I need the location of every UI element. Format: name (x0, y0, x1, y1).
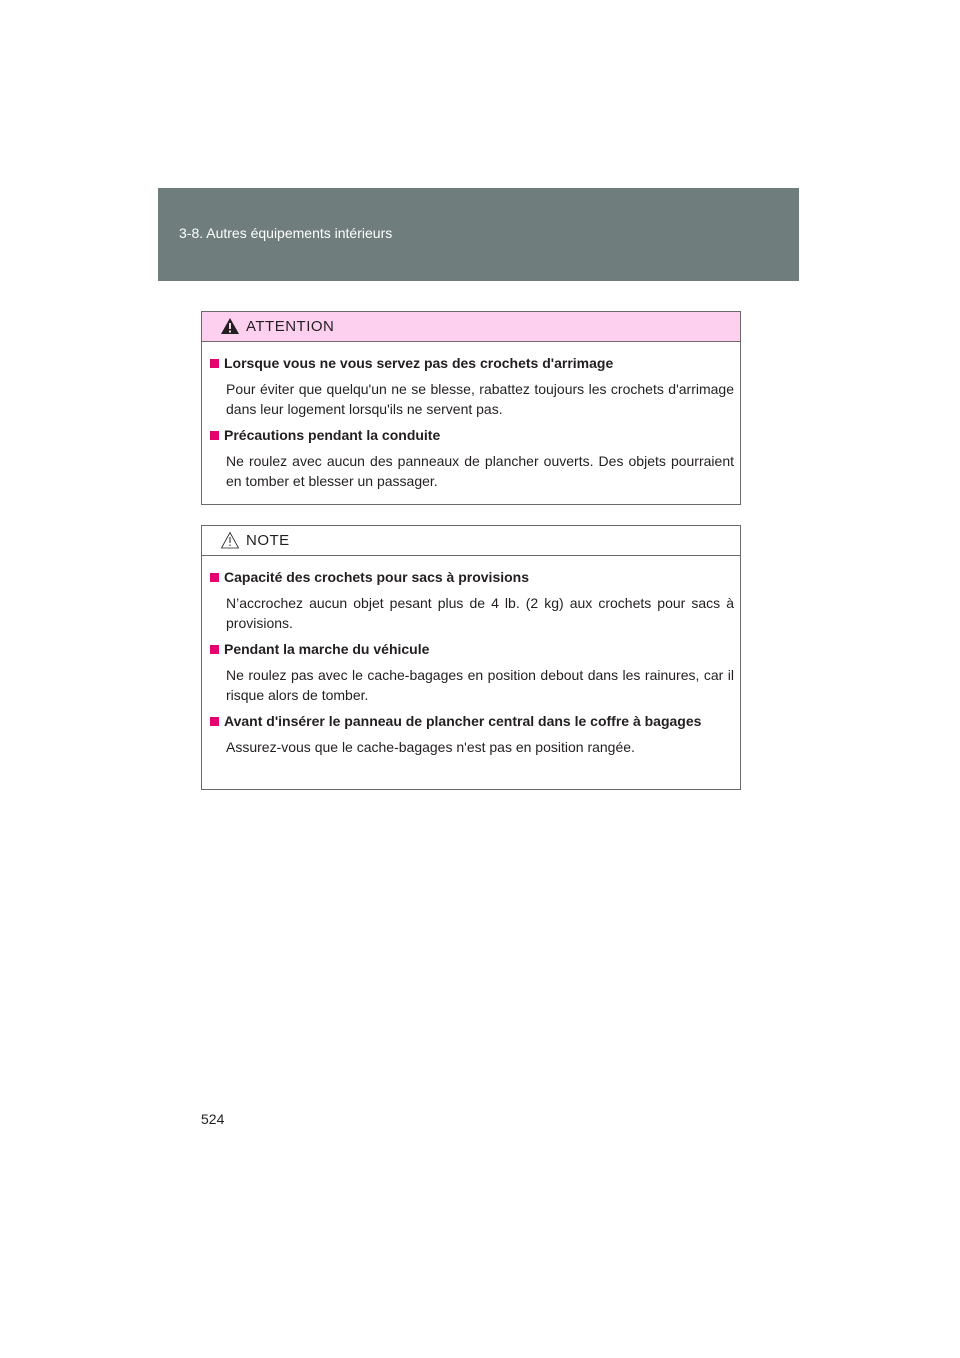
note-box (201, 525, 741, 790)
section-header (158, 188, 799, 281)
page-number: 524 (201, 1111, 225, 1127)
note-item-text: Ne roulez pas avec le cache-bagages en position debout dans les rainures, car il risque alors de tomber. (226, 667, 734, 703)
bullet-square-icon (210, 359, 219, 368)
note-item-title: Pendant la marche du véhicule (210, 640, 734, 659)
bullet-square-icon (210, 717, 219, 726)
note-body (202, 556, 740, 757)
attention-label: ATTENTION (246, 318, 335, 335)
warning-icon (220, 317, 240, 335)
attention-header (202, 312, 740, 342)
bullet-square-icon (210, 431, 219, 440)
bullet-square-icon (210, 645, 219, 654)
note-item-title: Avant d'insérer le panneau de plancher central dans le coffre à bagages (210, 712, 734, 731)
bullet-square-icon (210, 573, 219, 582)
attention-item-title: Précautions pendant la conduite (210, 426, 734, 445)
caution-outline-icon (220, 531, 240, 549)
note-header (202, 526, 740, 556)
attention-item-text: Pour éviter que quelqu'un ne se blesse, rabattez toujours les crochets d'arrimage dans leur logement lorsqu'ils ne servent pas. (226, 381, 734, 417)
note-item-text: Assurez-vous que le cache-bagages n'est pas en position rangée. (226, 739, 635, 755)
attention-item-title: Lorsque vous ne vous servez pas des crochets d'arrimage (210, 354, 734, 373)
section-title: 3-8. Autres équipements intérieurs (179, 225, 393, 241)
attention-box (201, 311, 741, 505)
note-item-text: N’accrochez aucun objet pesant plus de 4 lb. (2 kg) aux crochets pour sacs à provisions. (226, 595, 734, 631)
note-label: NOTE (246, 532, 290, 549)
attention-item-text: Ne roulez avec aucun des panneaux de plancher ouverts. Des objets pourraient en tomber et blesser un passager. (226, 453, 734, 489)
attention-body (202, 342, 740, 491)
note-item-title: Capacité des crochets pour sacs à provisions (210, 568, 734, 587)
